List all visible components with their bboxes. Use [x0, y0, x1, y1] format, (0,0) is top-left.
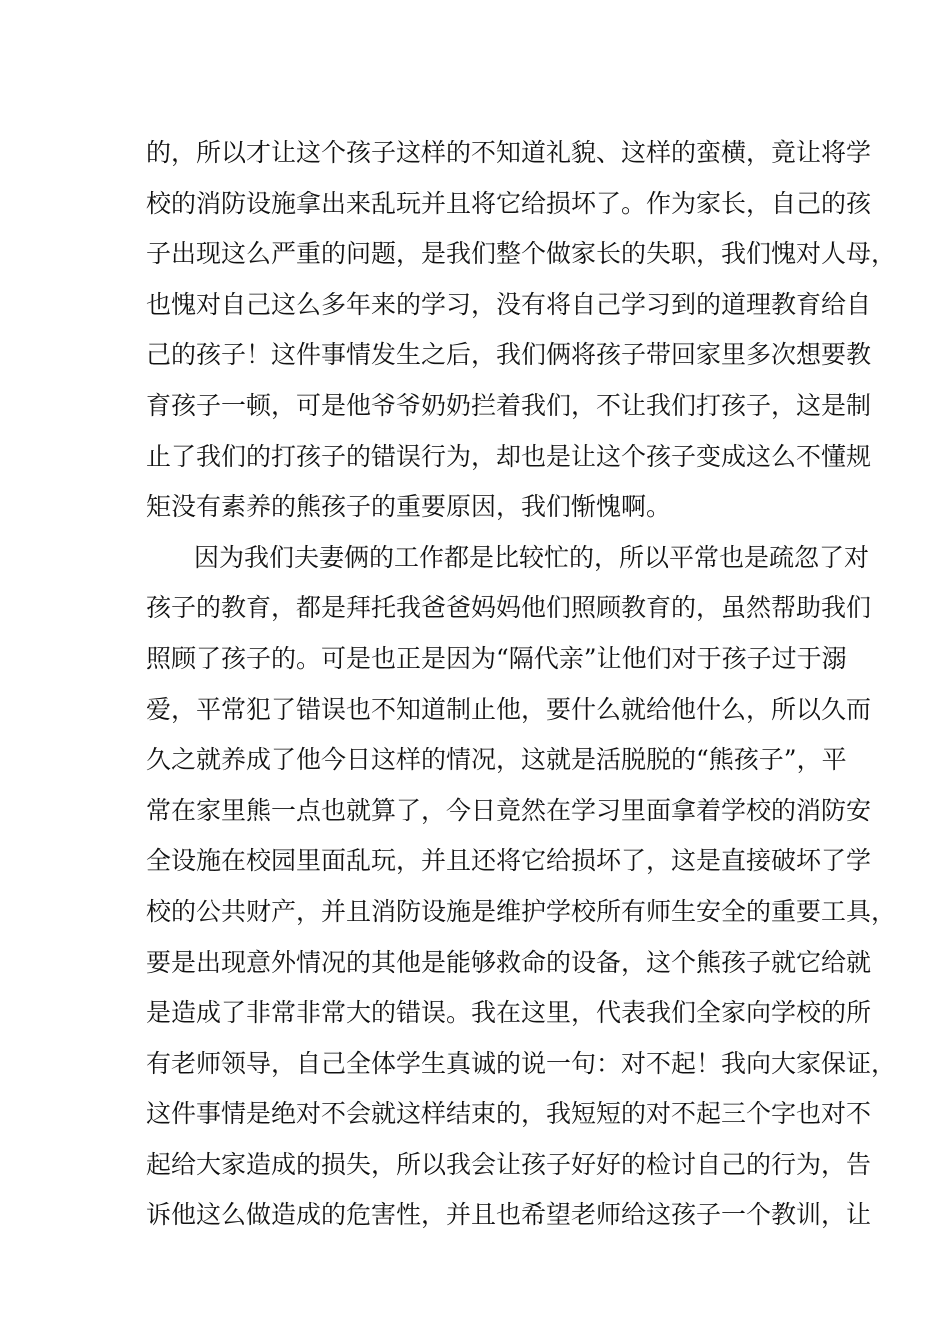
- text-line: 爱，平常犯了错误也不知道制止他，要什么就给他什么，所以久而: [146, 694, 872, 724]
- text-line: 诉他这么做造成的危害性，并且也希望老师给这孩子一个教训，让: [146, 1200, 872, 1230]
- text-line: 全设施在校园里面乱玩，并且还将它给损坏了，这是直接破坏了学: [146, 846, 872, 876]
- text-line: 这件事情是绝对不会就这样结束的，我短短的对不起三个字也对不: [146, 1099, 872, 1129]
- text-line: 照顾了孩子的。可是也正是因为“隔代亲”让他们对于孩子过于溺: [146, 643, 847, 673]
- text-line: 子出现这么严重的问题，是我们整个做家长的失职，我们愧对人母，: [146, 239, 897, 269]
- text-line: 的，所以才让这个孩子这样的不知道礼貌、这样的蛮横，竟让将学: [146, 138, 872, 167]
- text-line: 是造成了非常非常大的错误。我在这里，代表我们全家向学校的所: [146, 998, 872, 1028]
- text-line: 要是出现意外情况的其他是能够救命的设备，这个熊孩子就它给就: [146, 947, 872, 977]
- text-line: 孩子的教育，都是拜托我爸爸妈妈他们照顾教育的，虽然帮助我们: [146, 593, 872, 623]
- text-line: 久之就养成了他今日这样的情况，这就是活脱脱的“熊孩子”，平: [146, 745, 847, 775]
- paragraph: [146, 128, 897, 533]
- text-line: 校的消防设施拿出来乱玩并且将它给损坏了。作为家长，自己的孩: [146, 188, 872, 218]
- paragraph: [146, 533, 897, 1241]
- text-line: 校的公共财产，并且消防设施是维护学校所有师生安全的重要工具，: [146, 896, 897, 926]
- document-body: [146, 128, 897, 1241]
- text-line: 止了我们的打孩子的错误行为，却也是让这个孩子变成这么不懂规: [146, 441, 872, 471]
- text-line: 有老师领导，自己全体学生真诚的说一句：对不起！我向大家保证，: [146, 1048, 897, 1078]
- text-line: 也愧对自己这么多年来的学习，没有将自己学习到的道理教育给自: [146, 289, 872, 319]
- text-line: 起给大家造成的损失，所以我会让孩子好好的检讨自己的行为，告: [146, 1149, 872, 1179]
- text-line: 育孩子一顿，可是他爷爷奶奶拦着我们，不让我们打孩子，这是制: [146, 390, 872, 420]
- text-line: 因为我们夫妻俩的工作都是比较忙的，所以平常也是疏忽了对: [194, 542, 870, 572]
- text-line: 矩没有素养的熊孩子的重要原因，我们惭愧啊。: [146, 492, 672, 522]
- text-line: 己的孩子！这件事情发生之后，我们俩将孩子带回家里多次想要教: [146, 340, 872, 370]
- text-line: 常在家里熊一点也就算了，今日竟然在学习里面拿着学校的消防安: [146, 795, 872, 825]
